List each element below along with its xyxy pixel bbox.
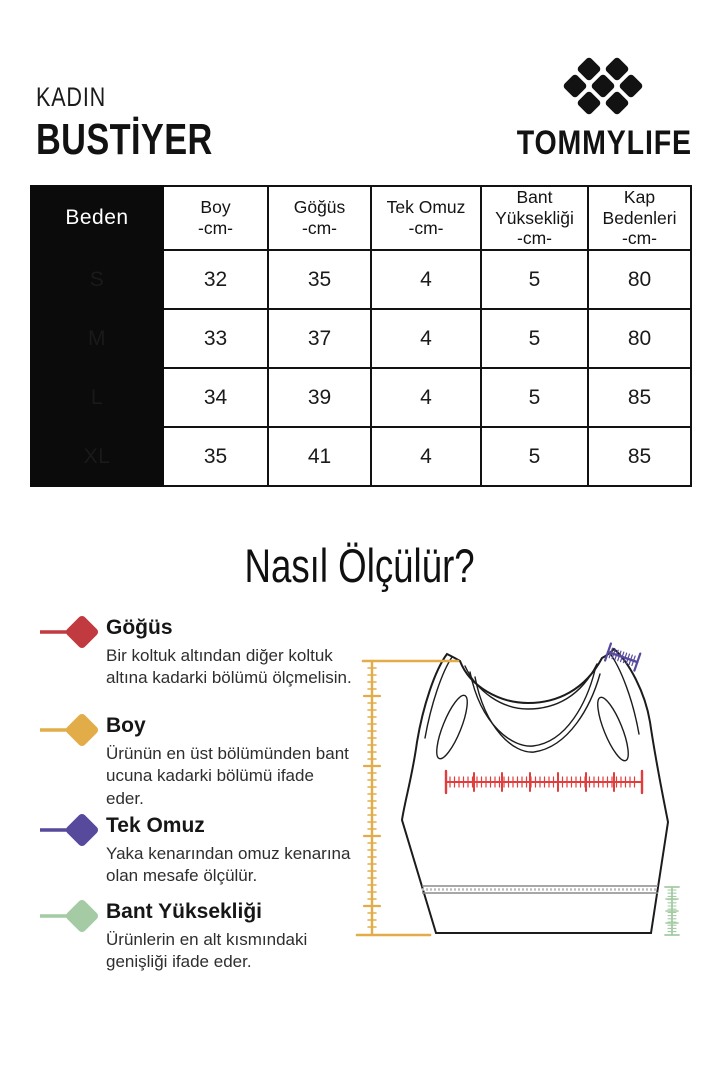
column-header-kap-bedenleri: Kap Bedenleri -cm- — [588, 186, 691, 250]
value-cell: 37 — [268, 309, 371, 368]
size-label: XL — [31, 427, 163, 486]
brand-name: TOMMYLIFE — [516, 124, 692, 162]
legend-description: Yaka kenarından omuz kenarına olan mesafe ölçülür. — [106, 844, 351, 886]
value-cell: 85 — [588, 368, 691, 427]
legend-gogus — [38, 616, 356, 690]
value-cell: 4 — [371, 427, 481, 486]
value-cell: 4 — [371, 309, 481, 368]
product-name: BUSTİYER — [36, 115, 213, 164]
legend-title: Tek Omuz — [106, 814, 205, 837]
value-cell: 33 — [163, 309, 268, 368]
shoulder-diamond-icon — [38, 812, 100, 848]
legend-title: Boy — [106, 714, 146, 737]
value-cell: 4 — [371, 368, 481, 427]
table-row-m — [31, 309, 691, 368]
legend-title: Göğüs — [106, 616, 173, 639]
table-row-xl — [31, 427, 691, 486]
legend-description: Ürünlerin en alt kısmındaki genişliği ifade eder. — [106, 930, 308, 972]
table-row-l — [31, 368, 691, 427]
size-table — [30, 185, 692, 487]
value-cell: 5 — [481, 427, 588, 486]
length-diamond-icon — [38, 712, 100, 748]
value-cell: 80 — [588, 250, 691, 309]
band-diamond-icon — [38, 898, 100, 934]
size-label: L — [31, 368, 163, 427]
column-header-gogus: Göğüs -cm- — [268, 186, 371, 250]
legend-description: Ürünün en üst bölümünden bant ucuna kadarki bölümü ifade eder. — [106, 744, 349, 808]
section-title: Nasıl Ölçülür? — [244, 539, 476, 592]
table-row-s — [31, 250, 691, 309]
column-header-tek-omuz: Tek Omuz -cm- — [371, 186, 481, 250]
column-header-bant-yuksekligi: Bant Yüksekliği -cm- — [481, 186, 588, 250]
value-cell: 39 — [268, 368, 371, 427]
value-cell: 41 — [268, 427, 371, 486]
size-table-header-row — [31, 186, 691, 250]
brand-diamonds-icon — [555, 54, 651, 120]
size-label: S — [31, 250, 163, 309]
bra-measurement-diagram — [355, 630, 720, 950]
value-cell: 80 — [588, 309, 691, 368]
how-to-measure-heading — [0, 538, 720, 593]
column-header-boy: Boy -cm- — [163, 186, 268, 250]
legend-boy — [38, 714, 356, 810]
product-title-block — [36, 82, 262, 165]
legend-text — [100, 814, 386, 888]
legend-text — [100, 616, 356, 690]
value-cell: 35 — [268, 250, 371, 309]
value-cell: 35 — [163, 427, 268, 486]
column-header-beden: Beden — [31, 186, 163, 250]
legend-bant-yuksekligi — [38, 900, 356, 974]
legend-tek-omuz — [38, 814, 386, 888]
legend-title: Bant Yüksekliği — [106, 900, 263, 923]
value-cell: 85 — [588, 427, 691, 486]
value-cell: 5 — [481, 250, 588, 309]
chest-diamond-icon — [38, 614, 100, 650]
brand-logo — [500, 54, 706, 163]
band-height-ruler — [665, 887, 679, 935]
value-cell: 4 — [371, 250, 481, 309]
legend-description: Bir koltuk altından diğer koltuk altına kadarki bölümü ölçmelisin. — [106, 646, 352, 688]
legend-text — [100, 714, 356, 810]
value-cell: 5 — [481, 309, 588, 368]
value-cell: 5 — [481, 368, 588, 427]
value-cell: 32 — [163, 250, 268, 309]
value-cell: 34 — [163, 368, 268, 427]
size-label: M — [31, 309, 163, 368]
category-label: KADIN — [36, 82, 107, 112]
legend-text — [100, 900, 356, 974]
